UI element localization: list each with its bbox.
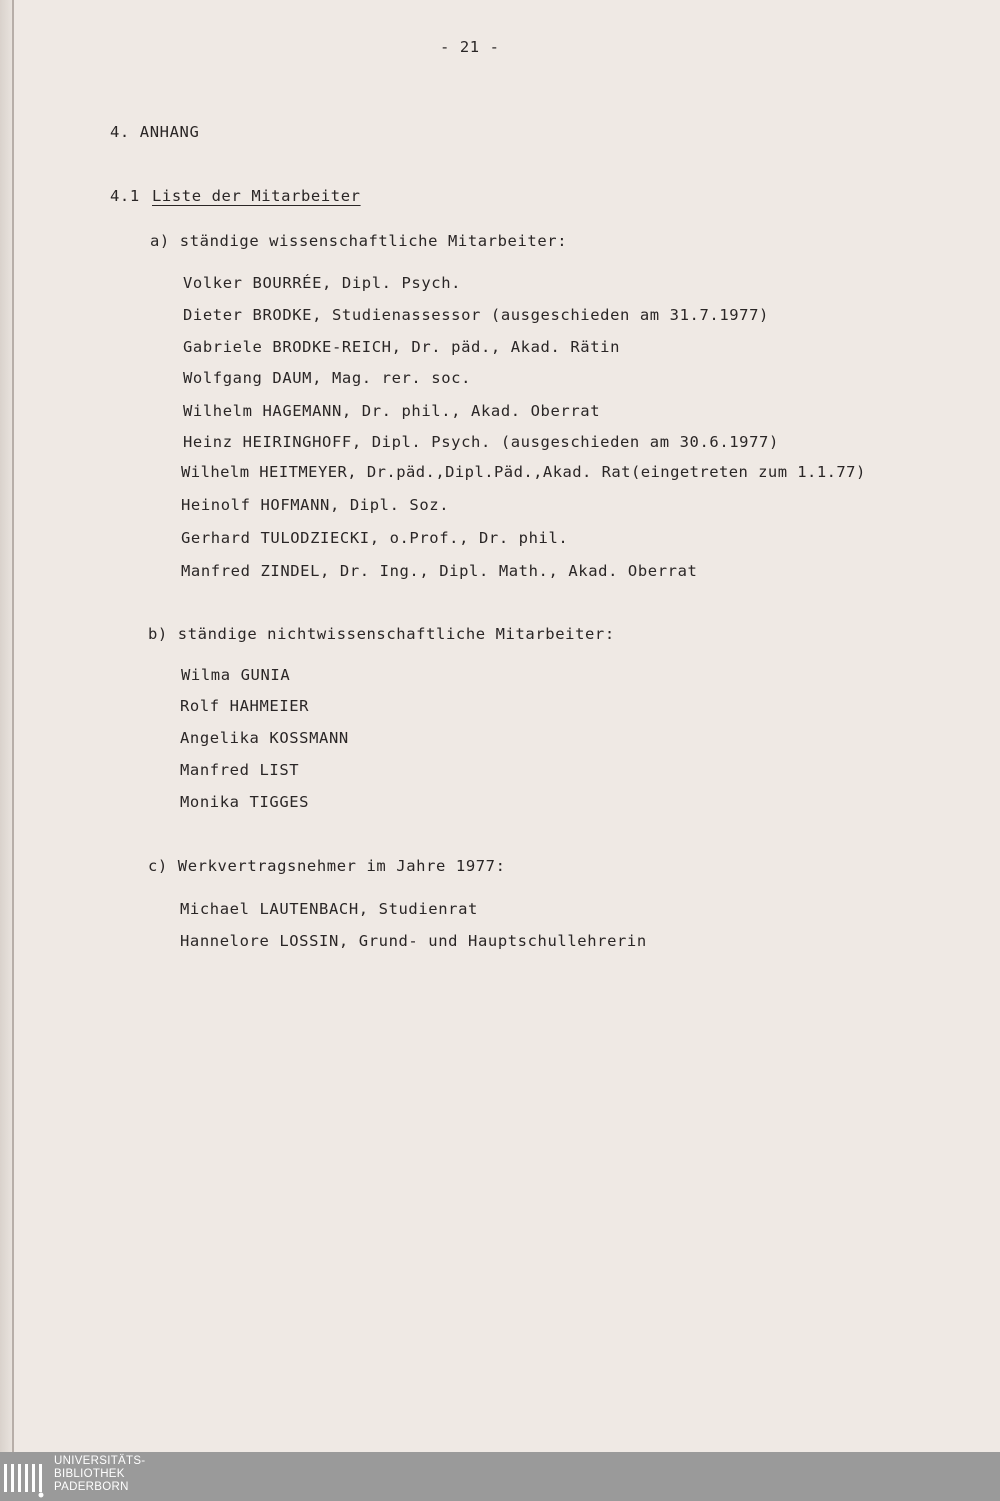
subsection-number: 4.1 [110, 187, 140, 205]
group-a-item: Wolfgang DAUM, Mag. rer. soc. [183, 369, 472, 387]
group-b-heading: b) ständige nichtwissenschaftliche Mitarbeiter: [148, 625, 615, 643]
section-heading: 4. ANHANG [110, 123, 200, 141]
logo-line-3: PADERBORN [54, 1481, 129, 1493]
library-logo-text [54, 1455, 145, 1494]
group-a-item: Wilhelm HAGEMANN, Dr. phil., Akad. Oberrat [183, 402, 601, 420]
group-c-heading: c) Werkvertragsnehmer im Jahre 1977: [148, 857, 506, 875]
group-b-item: Rolf HAHMEIER [180, 697, 310, 715]
group-c-item: Michael LAUTENBACH, Studienrat [180, 900, 478, 918]
group-a-item: Gerhard TULODZIECKI, o.Prof., Dr. phil. [181, 529, 569, 547]
group-a-item: Gabriele BRODKE-REICH, Dr. päd., Akad. Rätin [183, 338, 620, 356]
group-a-item: Heinolf HOFMANN, Dipl. Soz. [181, 496, 450, 514]
group-b-item: Wilma GUNIA [181, 666, 291, 684]
group-c-item: Hannelore LOSSIN, Grund- und Hauptschullehrerin [180, 932, 647, 950]
logo-line-2: BIBLIOTHEK [54, 1468, 125, 1480]
page-number: - 21 - [440, 38, 500, 56]
binding-line [12, 0, 14, 1452]
group-a-item: Volker BOURRÉE, Dipl. Psych. [183, 274, 462, 292]
group-a-item: Wilhelm HEITMEYER, Dr.päd.,Dipl.Päd.,Akad. Rat(eingetreten zum 1.1.77) [181, 463, 866, 481]
subsection-title: Liste der Mitarbeiter [152, 187, 361, 205]
group-b-item: Manfred LIST [180, 761, 300, 779]
library-logo-icon [4, 1458, 48, 1498]
group-b-item: Monika TIGGES [180, 793, 310, 811]
group-a-item: Heinz HEIRINGHOFF, Dipl. Psych. (ausgeschieden am 30.6.1977) [183, 433, 779, 451]
group-a-item: Dieter BRODKE, Studienassessor (ausgeschieden am 31.7.1977) [183, 306, 769, 324]
group-b-item: Angelika KOSSMANN [180, 729, 349, 747]
library-footer-bar [0, 1452, 1000, 1501]
group-a-item: Manfred ZINDEL, Dr. Ing., Dipl. Math., Akad. Oberrat [181, 562, 698, 580]
group-a-heading: a) ständige wissenschaftliche Mitarbeiter: [150, 232, 568, 250]
logo-line-1: UNIVERSITÄTS- [54, 1455, 146, 1467]
